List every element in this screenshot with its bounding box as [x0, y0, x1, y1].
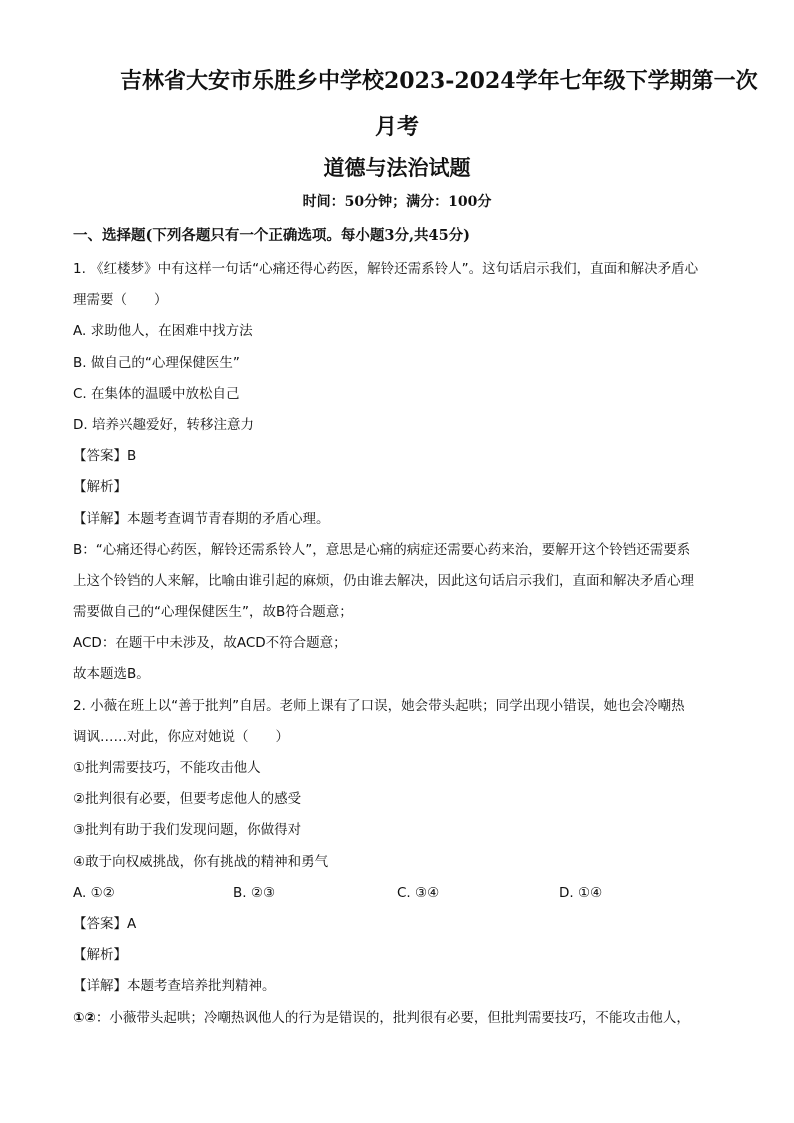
q1-answer: 【答案】B	[73, 448, 137, 465]
exam-title-line1: 吉林省大安市乐胜乡中学校2023-2024学年七年级下学期第一次	[120, 68, 758, 94]
q2-option-d: D. ①④	[559, 884, 603, 901]
q2-stem-line2: 调讽……对此，你应对她说（ ）	[73, 728, 289, 745]
q1-stem-line2: 理需要（ ）	[73, 292, 168, 309]
exam-subject: 道德与法治试题	[323, 155, 471, 180]
q2-option-a: A. ①②	[73, 884, 115, 901]
q1-stem-line1: 1. 《红楼梦》中有这样一句话“心痛还得心药医，解铃还需系铃人”。这句话启示我们，直面和解决矛盾心	[73, 261, 699, 277]
q1-option-c: C. 在集体的温暖中放松自己	[73, 385, 240, 402]
q2-answer: 【答案】A	[73, 915, 137, 932]
q2-detail: 【详解】本题考查培养批判精神。	[73, 978, 276, 995]
q2-explain-line1	[73, 1003, 723, 1034]
q2-statement-3: ③批判有助于我们发现问题，你做得对	[73, 822, 302, 839]
q1-explain-line4: ACD：在题干中未涉及，故ACD不符合题意；	[73, 635, 347, 652]
q1-conclusion: 故本题选B。	[73, 666, 150, 683]
q1-explain-line1: B：“心痛还得心药医，解铃还需系铃人”，意思是心痛的病症还需要心药来治，要解开这个铃铛还需要系	[73, 541, 691, 558]
q1-analysis-label: 【解析】	[73, 479, 127, 496]
exam-title-line2: 月考	[374, 114, 419, 140]
q2-stem-line1: 2. 小薇在班上以“善于批判”自居。老师上课有了口误，她会带头起哄；同学出现小错误，她也会冷嘲热	[73, 697, 685, 714]
q1-explain-line2: 上这个铃铛的人来解，比喻由谁引起的麻烦，仍由谁去解决，因此这句话启示我们，直面和解决矛盾心理	[73, 572, 694, 589]
q1-option-d: D. 培养兴趣爱好，转移注意力	[73, 416, 254, 433]
q1-option-b: B. 做自己的“心理保健医生”	[73, 354, 240, 371]
q2-statement-2: ②批判很有必要，但要考虑他人的感受	[73, 791, 302, 808]
q2-analysis-label: 【解析】	[73, 947, 127, 964]
question-content	[73, 254, 723, 1034]
q2-statement-4: ④敢于向权威挑战，你有挑战的精神和勇气	[73, 853, 329, 870]
exam-time-info: 时间：50分钟；满分：100分	[302, 194, 492, 210]
q2-options-row	[73, 878, 723, 909]
q1-explain-line3: 需要做自己的“心理保健医生”，故B符合题意；	[73, 604, 353, 621]
q2-option-b: B. ②③	[233, 884, 276, 901]
q2-explain-text: ：小薇带头起哄；冷嘲热讽他人的行为是错误的，批判很有必要，但批判需要技巧，不能攻击他人，	[95, 1009, 690, 1026]
q2-statement-1: ①批判需要技巧，不能攻击他人	[73, 760, 261, 776]
q1-option-a: A. 求助他人，在困难中找方法	[73, 323, 253, 340]
q2-option-c: C. ③④	[397, 884, 440, 901]
q1-detail: 【详解】本题考查调节青春期的矛盾心理。	[73, 510, 330, 527]
section-heading: 一、选择题(下列各题只有一个正确选项。每小题3分,共45分)	[73, 227, 471, 244]
q2-explain-prefix: ①②	[73, 1009, 96, 1026]
